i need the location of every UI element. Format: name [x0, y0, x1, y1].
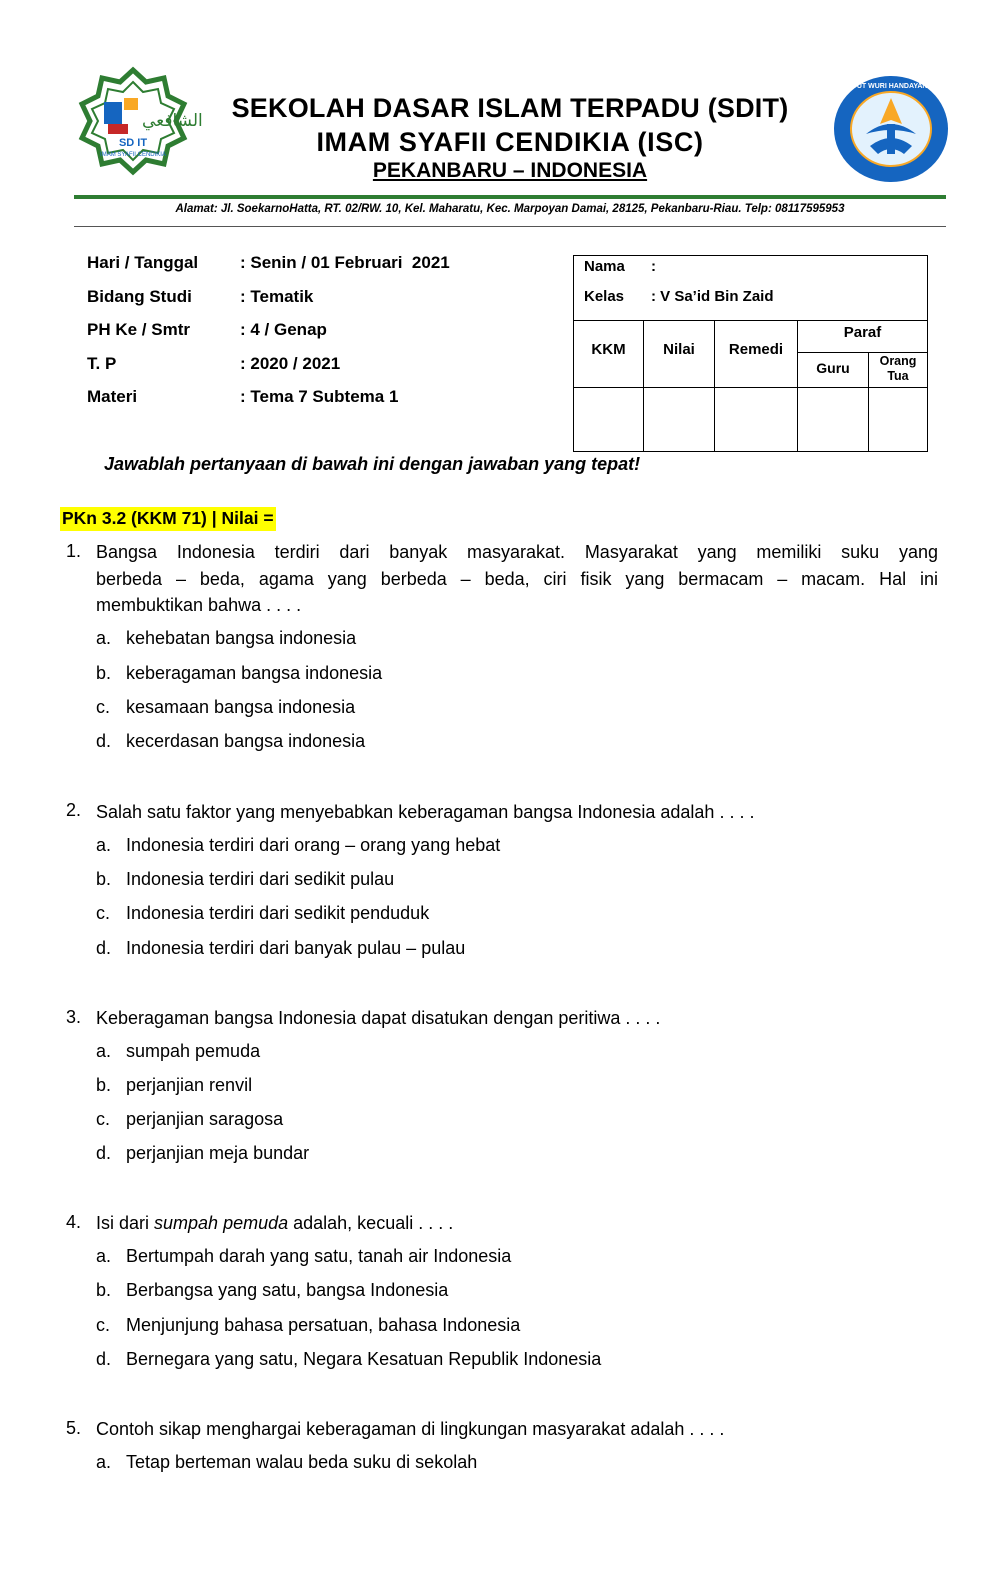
- orang-tua-header-line2: Tua: [887, 369, 909, 383]
- info-value: : Tema 7 Subtema 1: [240, 387, 399, 406]
- option-text: Indonesia terdiri dari banyak pulau – pulau: [126, 938, 466, 958]
- option-letter: a.: [96, 628, 112, 648]
- student-score-box: [573, 255, 928, 452]
- option-text: Bernegara yang satu, Negara Kesatuan Republik Indonesia: [126, 1349, 602, 1369]
- header-green-rule: [74, 195, 946, 199]
- question-text-post: adalah, kecuali . . . .: [288, 1213, 454, 1233]
- option-text: keberagaman bangsa indonesia: [126, 663, 383, 683]
- kkm-header: KKM: [591, 341, 626, 358]
- option-text: Bertumpah darah yang satu, tanah air Indonesia: [126, 1246, 512, 1266]
- option-letter: c.: [96, 697, 111, 717]
- option-text: kecerdasan bangsa indonesia: [126, 731, 366, 751]
- info-value: : 2020 / 2021: [240, 353, 341, 373]
- info-row-subject: [87, 287, 450, 321]
- option-letter: c.: [96, 1315, 111, 1335]
- info-row-year: [87, 354, 450, 388]
- info-label: T. P: [87, 353, 117, 373]
- box-divider: [574, 387, 927, 388]
- question-number: 3.: [66, 1007, 82, 1027]
- nilai-header: Nilai: [663, 341, 695, 358]
- nama-value: :: [651, 258, 656, 275]
- info-value: : 4 / Genap: [240, 320, 327, 339]
- guru-header: Guru: [816, 360, 850, 376]
- nama-label: Nama: [584, 258, 625, 275]
- question-text-pre: Isi dari: [96, 1213, 155, 1233]
- option-text: Berbangsa yang satu, bangsa Indonesia: [126, 1280, 449, 1300]
- question-number: 1.: [66, 541, 82, 561]
- option-letter: b.: [96, 869, 112, 889]
- option-text: Indonesia terdiri dari sedikit penduduk: [126, 903, 430, 923]
- option-letter: c.: [96, 1109, 111, 1129]
- info-label: Hari / Tanggal: [87, 253, 199, 272]
- option-text: kehebatan bangsa indonesia: [126, 628, 357, 648]
- box-divider: [714, 320, 715, 451]
- question-number: 4.: [66, 1212, 82, 1232]
- svg-text:SD IT: SD IT: [118, 137, 148, 149]
- option-text: Indonesia terdiri dari orang – orang yang hebat: [126, 835, 501, 855]
- question-text: [96, 539, 938, 619]
- option-text: sumpah pemuda: [126, 1041, 261, 1061]
- option-text: kesamaan bangsa indonesia: [126, 697, 356, 717]
- question-number: 2.: [66, 800, 82, 820]
- svg-text:الشافعي: الشافعي: [142, 111, 203, 131]
- info-row-date: [87, 253, 450, 287]
- info-label: Materi: [87, 387, 138, 406]
- school-city: PEKANBARU – INDONESIA: [372, 159, 648, 182]
- option-text: Menjunjung bahasa persatuan, bahasa Indonesia: [126, 1315, 521, 1335]
- question-text-emphasis: sumpah pemuda: [154, 1213, 289, 1233]
- instruction: Jawablah pertanyaan di bawah ini dengan jawaban yang tepat!: [104, 454, 641, 474]
- tut-wuri-logo: [832, 74, 950, 184]
- option-letter: a.: [96, 1452, 112, 1472]
- option-letter: b.: [96, 1075, 112, 1095]
- info-label: PH Ke / Smtr: [87, 320, 190, 339]
- exam-info: [87, 253, 450, 421]
- question-text: [96, 1210, 453, 1237]
- option-letter: d.: [96, 938, 112, 958]
- option-letter: b.: [96, 1280, 112, 1300]
- option-text: Indonesia terdiri dari sedikit pulau: [126, 869, 395, 889]
- tut-wuri-handayani-icon: [832, 74, 950, 184]
- school-emblem-icon: [78, 68, 203, 186]
- header-thin-rule: [74, 226, 946, 227]
- box-divider: [797, 352, 927, 353]
- option-letter: d.: [96, 731, 112, 751]
- option-letter: a.: [96, 1041, 112, 1061]
- svg-text:IMAM SYAFII CENDIKIA: IMAM SYAFII CENDIKIA: [100, 152, 166, 158]
- svg-text:TUT WURI HANDAYANI: TUT WURI HANDAYANI: [852, 83, 930, 90]
- info-label: Bidang Studi: [87, 286, 192, 306]
- school-name-line2: IMAM SYAFII CENDIKIA (ISC): [316, 127, 704, 157]
- question-line: membuktikan bahwa . . . .: [96, 595, 302, 615]
- section-title: PKn 3.2 (KKM 71) | Nilai =: [60, 507, 276, 531]
- option-letter: a.: [96, 835, 112, 855]
- remedi-header: Remedi: [728, 341, 784, 358]
- school-name-line1: SEKOLAH DASAR ISLAM TERPADU (SDIT): [231, 93, 789, 123]
- option-letter: b.: [96, 663, 112, 683]
- question-text: Contoh sikap menghargai keberagaman di lingkungan masyarakat adalah . . . .: [96, 1419, 725, 1439]
- info-value: : Tematik: [240, 286, 314, 306]
- question-line: berbeda – beda, agama yang berbeda – beda, ciri fisik yang bermacam – macam. Hal ini: [96, 568, 938, 589]
- school-address: Alamat: Jl. SoekarnoHatta, RT. 02/RW. 10, Kel. Maharatu, Kec. Marpoyan Damai, 28125, Pekanbaru-Riau. Telp: 08117595953: [175, 203, 845, 215]
- option-text: Tetap berteman walau beda suku di sekolah: [126, 1452, 478, 1472]
- box-divider: [574, 320, 927, 321]
- box-divider: [643, 320, 644, 451]
- info-row-material: [87, 387, 450, 421]
- option-letter: c.: [96, 903, 111, 923]
- option-text: perjanjian meja bundar: [126, 1143, 310, 1163]
- school-logo: [78, 68, 203, 186]
- question-text: Keberagaman bangsa Indonesia dapat disatukan dengan peritiwa . . . .: [96, 1008, 661, 1028]
- kelas-value: : V Sa’id Bin Zaid: [651, 288, 774, 305]
- option-text: perjanjian saragosa: [126, 1109, 284, 1129]
- option-letter: a.: [96, 1246, 112, 1266]
- kelas-label: Kelas: [584, 288, 625, 305]
- info-value: : Senin / 01 Februari 2021: [240, 253, 450, 272]
- info-row-ph: [87, 320, 450, 354]
- option-letter: d.: [96, 1349, 112, 1369]
- option-letter: d.: [96, 1143, 112, 1163]
- paraf-header: Paraf: [843, 324, 882, 341]
- question-number: 5.: [66, 1418, 82, 1438]
- orang-tua-header-line1: Orang: [879, 354, 917, 368]
- option-text: perjanjian renvil: [126, 1075, 253, 1095]
- question-text: Salah satu faktor yang menyebabkan keberagaman bangsa Indonesia adalah . . . .: [96, 802, 755, 822]
- question-line: Bangsa Indonesia terdiri dari banyak masyarakat. Masyarakat yang memiliki suku yang: [96, 542, 938, 562]
